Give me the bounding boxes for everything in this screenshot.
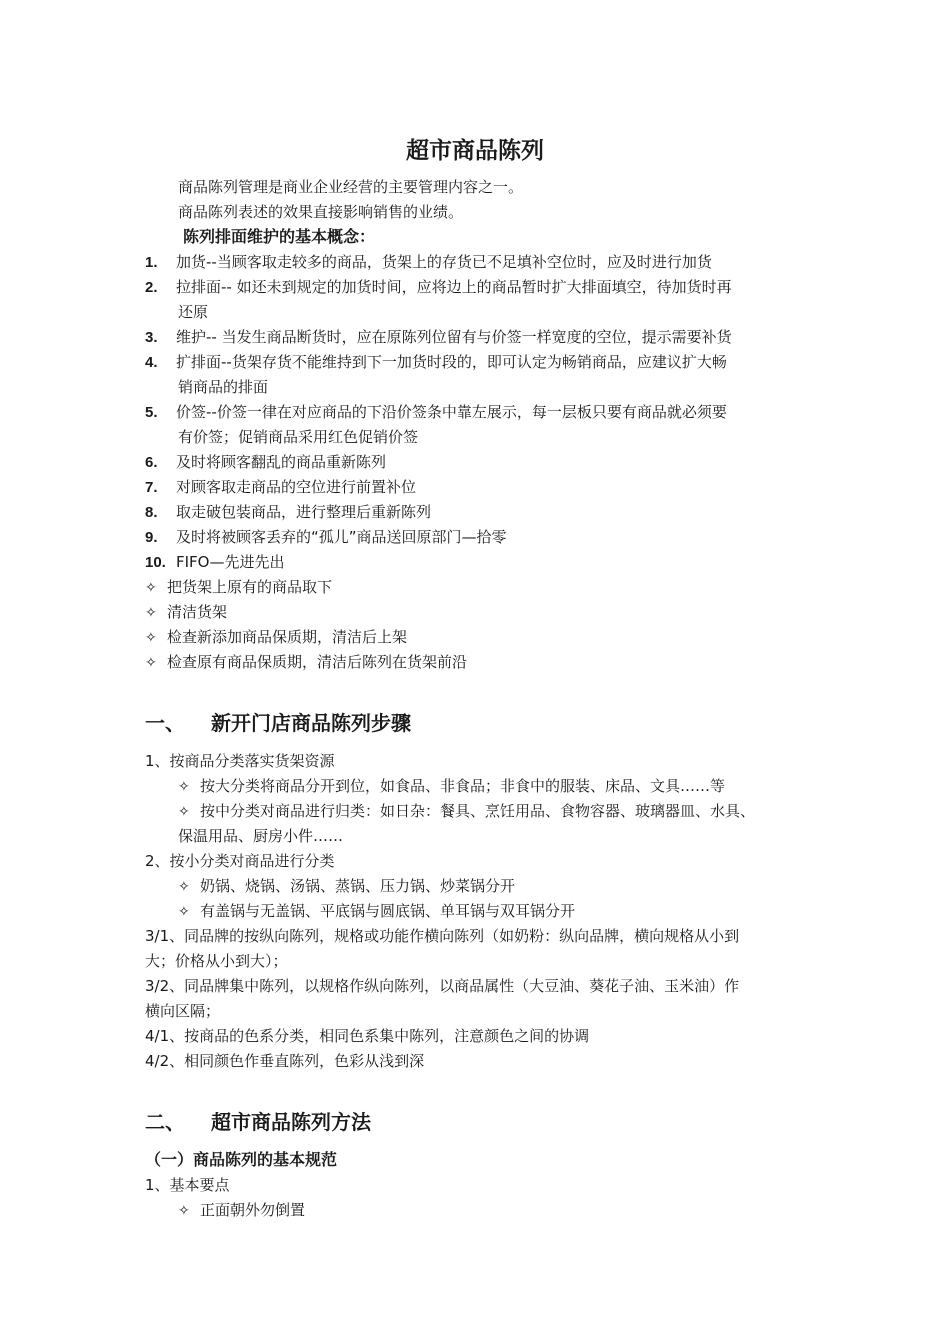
bullet-text: 把货架上原有的商品取下 xyxy=(167,578,333,596)
bullet-item xyxy=(178,876,515,897)
bullet-item xyxy=(178,801,755,822)
diamond-outline-icon: ✧ xyxy=(178,879,190,895)
list-number: 5. xyxy=(145,404,158,421)
list-number: 8. xyxy=(145,504,158,521)
bullet-item xyxy=(145,602,227,623)
list-item xyxy=(145,277,732,298)
diamond-outline-icon: ✧ xyxy=(178,779,190,795)
list-item xyxy=(145,352,727,373)
list-number: 2. xyxy=(145,279,158,296)
point-line: 1、基本要点 xyxy=(145,1176,230,1194)
list-number: 4. xyxy=(145,354,158,371)
diamond-outline-icon: ✧ xyxy=(178,904,190,920)
bullet-item xyxy=(178,901,575,922)
section-heading xyxy=(145,1109,371,1136)
section-title: 新开门店商品陈列步骤 xyxy=(211,711,411,735)
subsection-heading: （一）商品陈列的基本规范 xyxy=(145,1150,338,1169)
list-text-continued: 有价签；促销商品采用红色促销价签 xyxy=(178,428,419,446)
list-text: 价签--价签一律在对应商品的下沿价签条中靠左展示，每一层板只要有商品就必须要 xyxy=(176,403,727,421)
bullet-item xyxy=(178,776,725,797)
intro-line: 商品陈列表述的效果直接影响销售的业绩。 xyxy=(178,203,464,221)
page-title: 超市商品陈列 xyxy=(406,138,544,164)
step-line: 1、按商品分类落实货架资源 xyxy=(145,752,335,770)
list-number: 1. xyxy=(145,254,158,271)
concept-heading: 陈列排面维护的基本概念： xyxy=(183,227,376,246)
list-number: 6. xyxy=(145,454,158,471)
list-item xyxy=(145,327,732,348)
diamond-outline-icon: ✧ xyxy=(178,1203,190,1219)
list-text: 扩排面--货架存货不能维持到下一加货时段的，即可认定为畅销商品，应建议扩大畅 xyxy=(176,353,727,371)
list-text: 及时将顾客翻乱的商品重新陈列 xyxy=(176,453,387,471)
bullet-item xyxy=(145,627,407,648)
list-item xyxy=(145,402,727,423)
bullet-text: 清洁货架 xyxy=(167,603,228,621)
list-number: 3. xyxy=(145,329,158,346)
bullet-text: 有盖锅与无盖锅、平底锅与圆底锅、单耳锅与双耳锅分开 xyxy=(200,902,576,920)
diamond-outline-icon: ✧ xyxy=(145,605,157,621)
list-text: 加货--当顾客取走较多的商品，货架上的存货已不足填补空位时，应及时进行加货 xyxy=(176,253,712,271)
bullet-text: 正面朝外勿倒置 xyxy=(200,1201,306,1219)
section-heading xyxy=(145,710,411,737)
step-line: 2、按小分类对商品进行分类 xyxy=(145,852,335,870)
step-line: 3/2、同品牌集中陈列，以规格作纵向陈列，以商品属性（大豆油、葵花子油、玉米油）作 xyxy=(145,977,740,995)
list-text-continued: 还原 xyxy=(178,303,209,321)
list-number: 10. xyxy=(145,554,166,571)
list-text: 维护-- 当发生商品断货时，应在原陈列位留有与价签一样宽度的空位，提示需要补货 xyxy=(176,328,732,346)
list-text: 对顾客取走商品的空位进行前置补位 xyxy=(176,478,417,496)
diamond-outline-icon: ✧ xyxy=(145,630,157,646)
bullet-text: 按大分类将商品分开到位，如食品、非食品；非食中的服装、床品、文具……等 xyxy=(200,777,726,795)
step-line: 4/1、按商品的色系分类，相同色系集中陈列，注意颜色之间的协调 xyxy=(145,1027,590,1045)
bullet-item xyxy=(145,577,332,598)
intro-line: 商品陈列管理是商业企业经营的主要管理内容之一。 xyxy=(178,178,524,196)
list-item xyxy=(145,252,712,273)
list-item xyxy=(145,452,386,473)
list-text: 及时将被顾客丢弃的“孤儿”商品送回原部门—拾零 xyxy=(176,528,507,546)
list-number: 7. xyxy=(145,479,158,496)
list-item xyxy=(145,502,431,523)
diamond-outline-icon: ✧ xyxy=(145,580,157,596)
list-text: 取走破包装商品，进行整理后重新陈列 xyxy=(176,503,432,521)
step-line-continued: 大；价格从小到大）； xyxy=(145,952,288,970)
bullet-text: 检查新添加商品保质期，清洁后上架 xyxy=(167,628,408,646)
diamond-outline-icon: ✧ xyxy=(178,804,190,820)
bullet-text: 检查原有商品保质期，清洁后陈列在货架前沿 xyxy=(167,653,468,671)
list-number: 9. xyxy=(145,529,158,546)
list-item xyxy=(145,477,416,498)
step-line-continued: 横向区隔； xyxy=(145,1002,221,1020)
list-text: 拉排面-- 如还未到规定的加货时间，应将边上的商品暂时扩大排面填空，待加货时再 xyxy=(176,278,732,296)
section-number: 一、 xyxy=(145,713,185,735)
bullet-item xyxy=(178,1200,305,1221)
step-line: 4/2、相同颜色作垂直陈列，色彩从浅到深 xyxy=(145,1052,425,1070)
list-item xyxy=(145,527,507,548)
list-text: FIFO—先进先出 xyxy=(176,553,285,571)
bullet-text: 奶锅、烧锅、汤锅、蒸锅、压力锅、炒菜锅分开 xyxy=(200,877,516,895)
list-text-continued: 销商品的排面 xyxy=(178,378,269,396)
section-title: 超市商品陈列方法 xyxy=(211,1110,371,1134)
bullet-item xyxy=(145,652,467,673)
bullet-text-continued: 保温用品、厨房小件…… xyxy=(178,827,344,845)
list-item xyxy=(145,552,285,573)
section-number: 二、 xyxy=(145,1112,185,1134)
diamond-outline-icon: ✧ xyxy=(145,655,157,671)
step-line: 3/1、同品牌的按纵向陈列，规格或功能作横向陈列（如奶粉：纵向品牌，横向规格从小到 xyxy=(145,927,740,945)
bullet-text: 按中分类对商品进行归类：如日杂：餐具、烹饪用品、食物容器、玻璃器皿、水具、 xyxy=(200,802,756,820)
